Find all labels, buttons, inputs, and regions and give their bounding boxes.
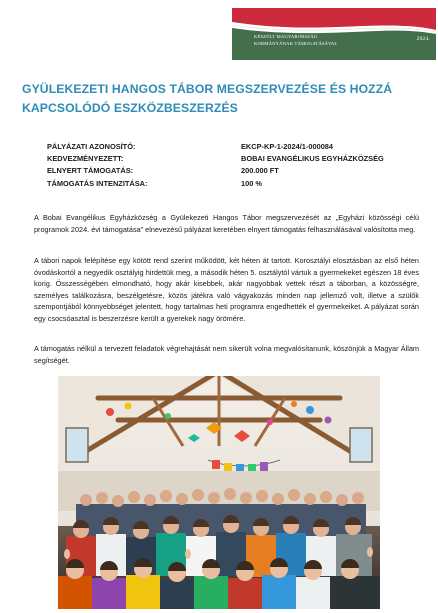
logo-text-line2: KORMÁNYÁNAK TÁMOGATÁSÁVAL bbox=[254, 41, 338, 46]
info-label: KEDVEZMÉNYEZETT: bbox=[47, 154, 124, 164]
info-value: EKCP-KP-1-2024/1-000084 bbox=[241, 142, 334, 151]
info-label: ELNYERT TÁMOGATÁS: bbox=[47, 166, 134, 176]
paragraph-intro: A Bobai Evangélikus Egyházközség a Gyülekezeti Hangos Tábor megszervezését az „Egyházi közösségi célú programok 2024. évi támogatása” elnevezésű pályázat keretében elnyert támogatás felhasználásával valósította meg. bbox=[34, 213, 419, 234]
info-label: TÁMOGATÁS INTENZITÁSA: bbox=[47, 178, 148, 188]
logo-text-line1: KÉSZÜLT MAGYARORSZÁG bbox=[254, 34, 318, 39]
info-label: PÁLYÁZATI AZONOSÍTÓ: bbox=[47, 142, 136, 151]
info-row-beneficiary bbox=[47, 153, 407, 165]
paragraph-thanks: A támogatás nélkül a tervezett feladatok végrehajtását nem sikerült volna megvalósítanunk, köszönjük a Magyar Állam segítségét. bbox=[34, 344, 419, 365]
info-row-intensity bbox=[47, 178, 407, 190]
government-support-logo bbox=[232, 8, 436, 60]
project-info-table bbox=[47, 141, 407, 190]
group-photo bbox=[58, 376, 380, 609]
info-value: 200.000 FT bbox=[241, 166, 279, 176]
document-title: GYÜLEKEZETI HANGOS TÁBOR MEGSZERVEZÉSE ÉS HOZZÁ KAPCSOLÓDÓ ESZKÖZBESZERZÉS bbox=[22, 82, 393, 115]
paragraph-program: A tábori napok felépítése egy kötött rend szerint működött, két héten át tartott. Korosztályi elosztásban az első héten óvodáskortól a negyedik osztályig hirdettük meg, a második héten 5. osztálytól vártuk a gyermekeket egészen 18 éves korig. Összességében elmondható, hogy akár kisebbek, akár nagyobbak vettek részt a táborban, a közösségre, személyes találkozásra, beszélgetésre, közös játékra való vágyakozás minden nap jellemző volt, illetve a szülők szempontjából könnyebbséget jelentett, hogy tartalmas heti programra engedhették el gyermekeiket. A pályázat során egy csocsóasztal is beszerzésre került a gyerekek nagy örömére. bbox=[34, 256, 419, 323]
logo-year: 2024. bbox=[416, 36, 430, 42]
info-value: BOBAI EVANGÉLIKUS EGYHÁZKÖZSÉG bbox=[241, 154, 384, 164]
group-photo-illustration bbox=[58, 376, 380, 609]
info-row-id bbox=[47, 141, 407, 153]
info-row-amount bbox=[47, 165, 407, 177]
info-value: 100 % bbox=[241, 178, 262, 188]
